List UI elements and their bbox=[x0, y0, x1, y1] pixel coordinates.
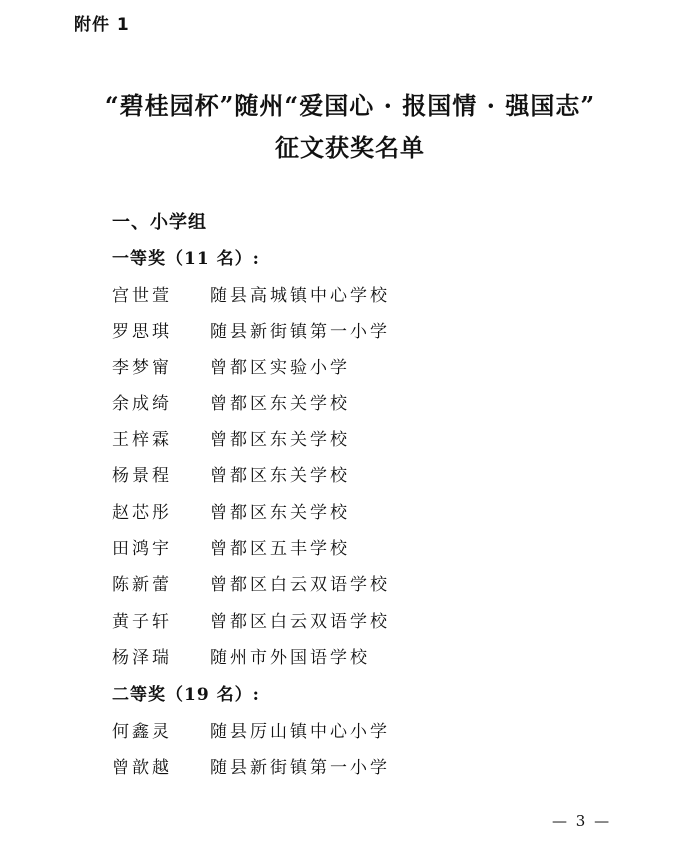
winner-school: 曾都区东关学校 bbox=[210, 466, 350, 486]
winner-name: 宫世萱 bbox=[112, 286, 172, 306]
award-row bbox=[112, 389, 350, 414]
award-row bbox=[112, 753, 390, 778]
attachment-label: 附件 1 bbox=[74, 15, 130, 35]
winner-name: 陈新蕾 bbox=[112, 575, 172, 595]
winner-school: 曾都区东关学校 bbox=[210, 430, 350, 450]
document-title-line-2: 征文获奖名单 bbox=[275, 133, 425, 162]
winner-school: 随县新街镇第一小学 bbox=[210, 758, 390, 778]
winner-name: 田鸿宇 bbox=[112, 539, 172, 559]
winner-school: 曾都区五丰学校 bbox=[210, 539, 350, 559]
winner-name: 杨泽瑞 bbox=[112, 648, 172, 668]
award-row bbox=[112, 461, 350, 486]
award-row bbox=[112, 717, 390, 742]
winner-name: 赵芯彤 bbox=[112, 503, 172, 523]
award-row bbox=[112, 353, 350, 378]
award-row bbox=[112, 281, 390, 306]
winner-name: 何鑫灵 bbox=[112, 722, 172, 742]
winner-name: 余成绮 bbox=[112, 394, 172, 414]
award-row bbox=[112, 317, 390, 342]
section-heading-primary-school: 一、小学组 bbox=[112, 212, 207, 233]
winner-school: 曾都区白云双语学校 bbox=[210, 575, 390, 595]
award-row bbox=[112, 425, 350, 450]
first-prize-heading: 一等奖（11 名）: bbox=[112, 249, 260, 269]
winner-school: 曾都区实验小学 bbox=[210, 358, 350, 378]
winner-school: 曾都区白云双语学校 bbox=[210, 612, 390, 632]
winner-school: 随县新街镇第一小学 bbox=[210, 322, 390, 342]
winner-name: 王梓霖 bbox=[112, 430, 172, 450]
winner-school: 随州市外国语学校 bbox=[210, 648, 370, 668]
award-row bbox=[112, 498, 350, 523]
award-row bbox=[112, 643, 370, 668]
second-prize-heading: 二等奖（19 名）: bbox=[112, 685, 260, 705]
winner-school: 随县高城镇中心学校 bbox=[210, 286, 390, 306]
winner-name: 黄子轩 bbox=[112, 612, 172, 632]
award-row bbox=[112, 570, 390, 595]
page-number: — 3 — bbox=[552, 812, 612, 830]
winner-school: 曾都区东关学校 bbox=[210, 394, 350, 414]
winner-name: 李梦甯 bbox=[112, 358, 172, 378]
winner-name: 罗思琪 bbox=[112, 322, 172, 342]
winner-school: 随县厉山镇中心小学 bbox=[210, 722, 390, 742]
award-row bbox=[112, 534, 350, 559]
document-title-line-1: “碧桂园杯”随州“爱国心 · 报国情 · 强国志” bbox=[104, 91, 596, 120]
winner-name: 杨景程 bbox=[112, 466, 172, 486]
award-row bbox=[112, 607, 390, 632]
winner-name: 曾歆越 bbox=[112, 758, 172, 778]
winner-school: 曾都区东关学校 bbox=[210, 503, 350, 523]
